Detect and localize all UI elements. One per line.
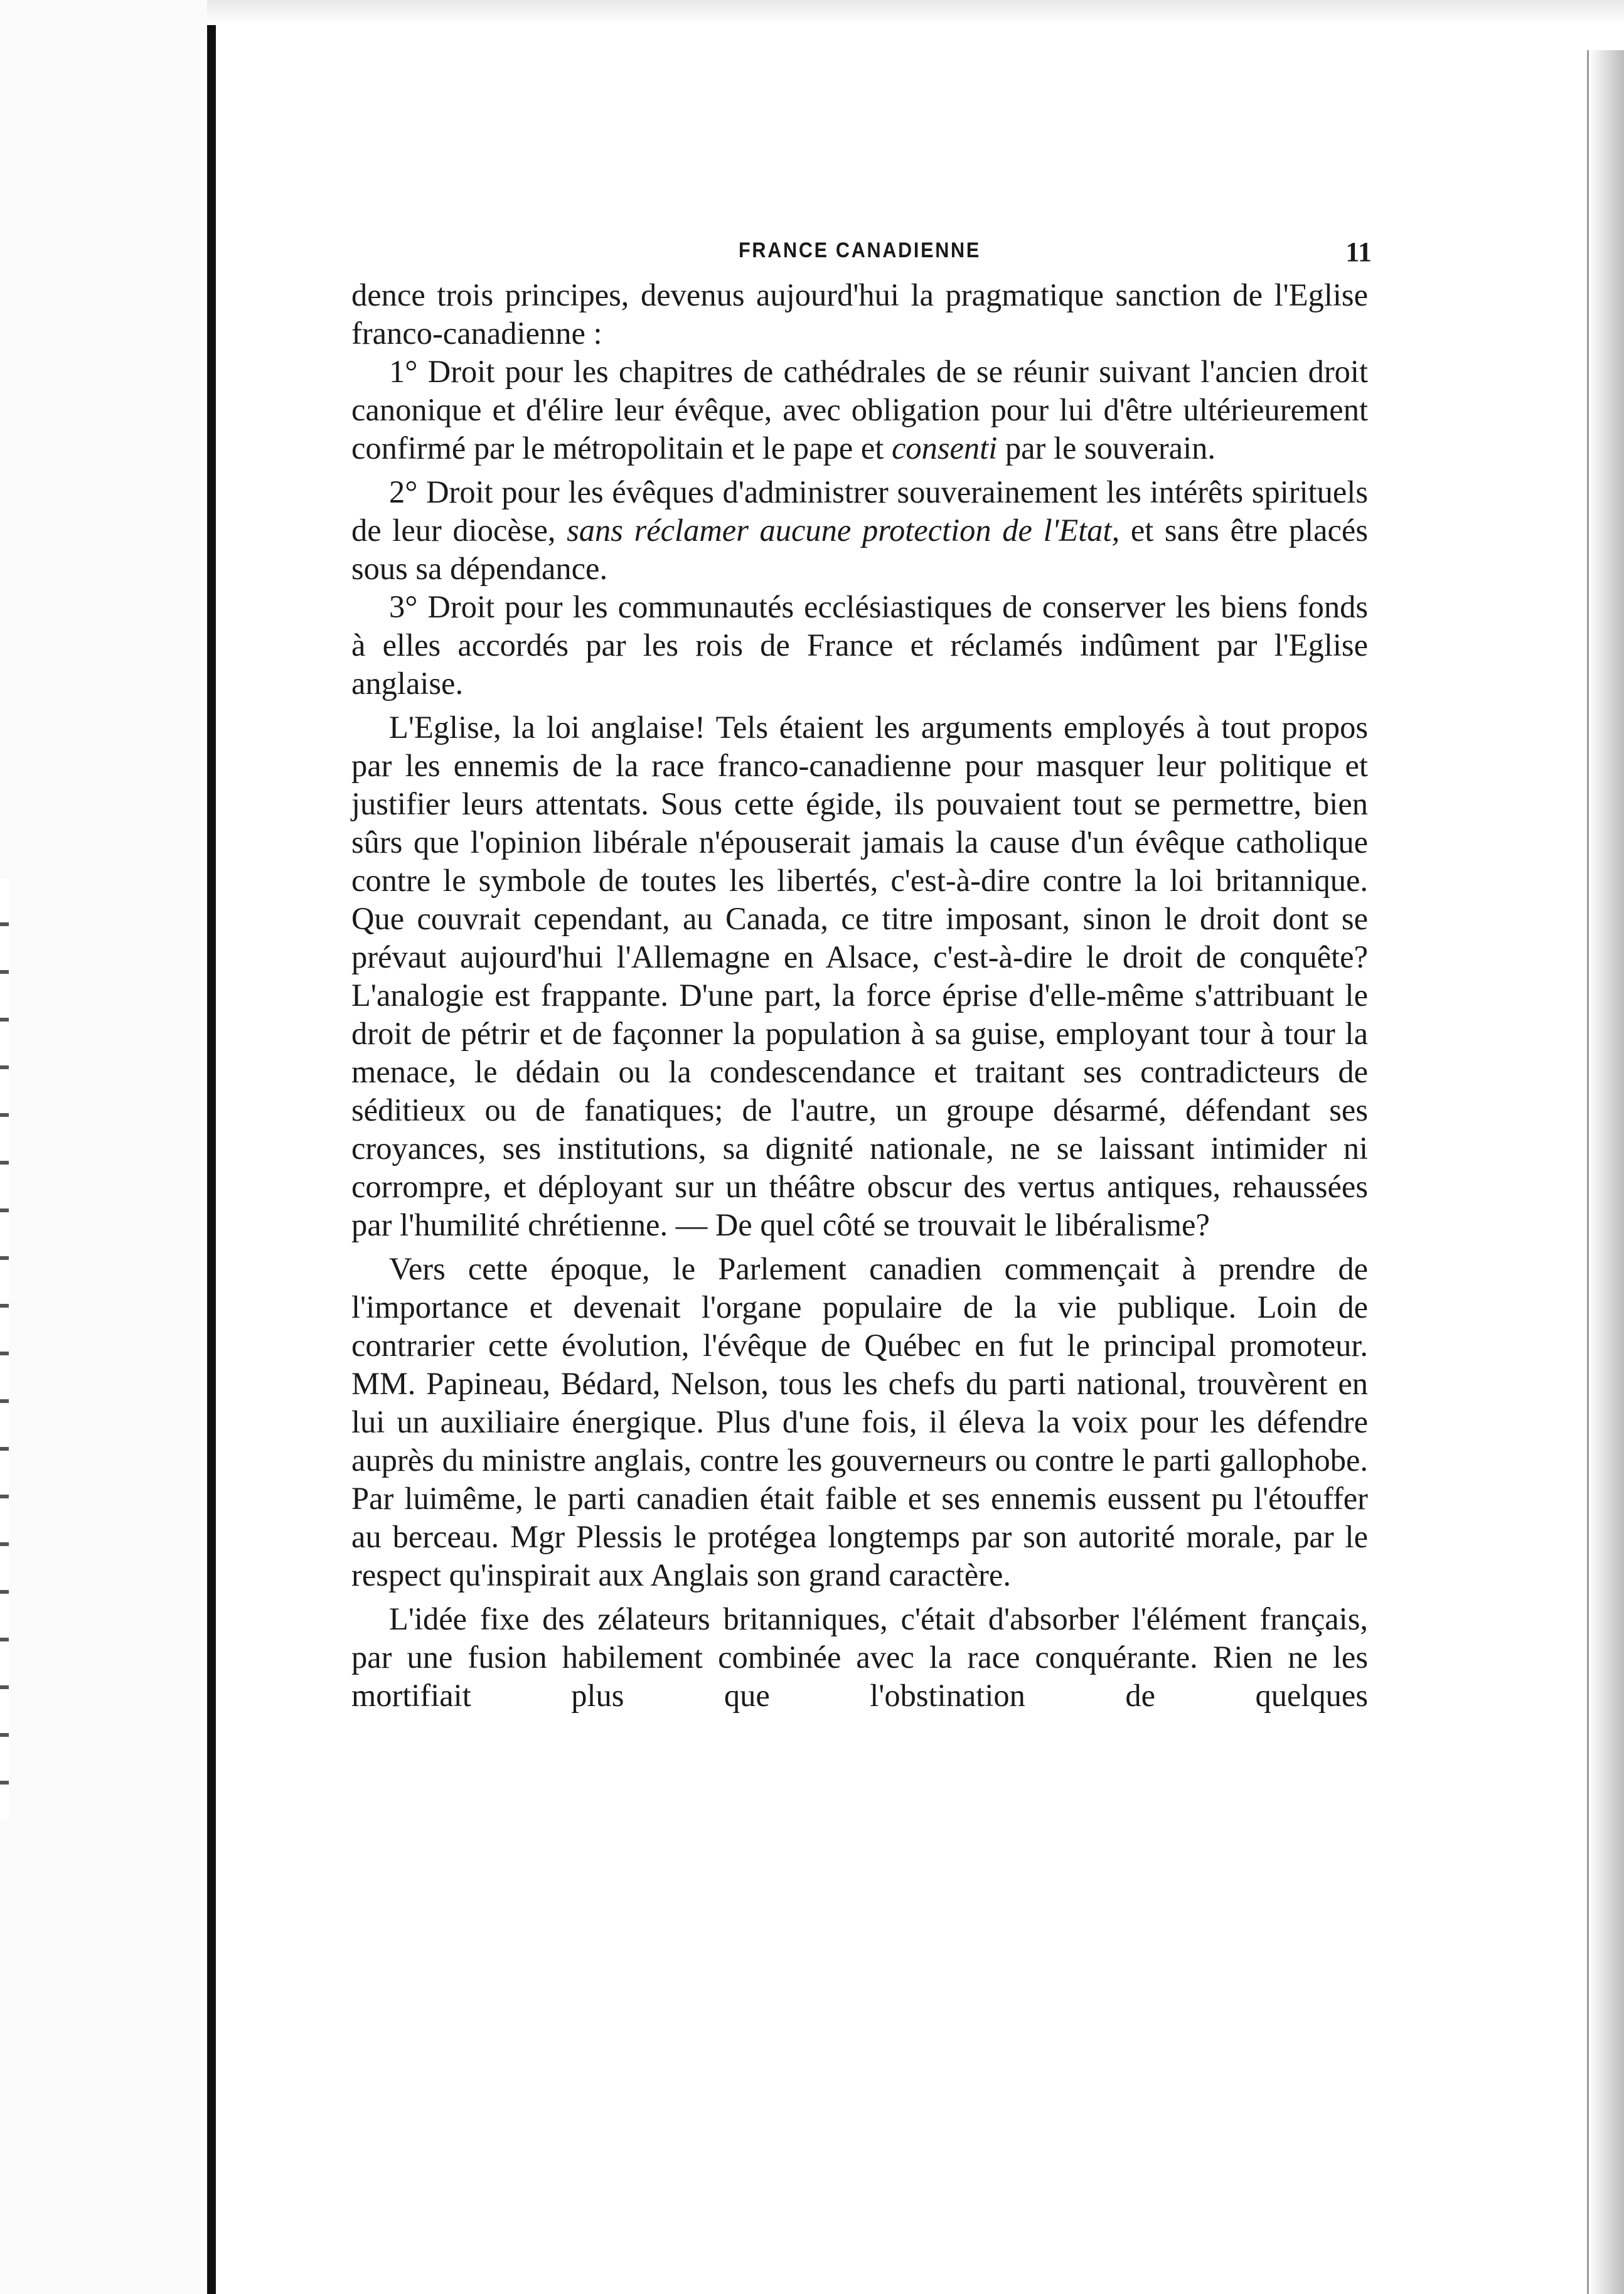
- facing-page-edge-marks: [0, 878, 9, 1820]
- book-gutter: [207, 19, 216, 2294]
- paragraph-6: Vers cette époque, le Parlement canadien commençait à prendre de l'importance et devenait l'organe populaire de la vie publique. Loin de contrarier cette évolution, l'évêque de Québec en fut le principal promoteur. MM. Papineau, Bédard, Nelson, tous les chefs du parti national, trouvèrent en lui un auxiliaire énergique. Plus d'une fois, il éleva la voix pour les défendre auprès du ministre anglais, contre les gouverneurs ou contre le parti gallophobe. Par luimême, le parti canadien était faible et ses ennemis eussent pu l'étouffer au berceau. Mgr Plessis le protégea longtemps par son autorité morale, par le respect qu'inspirait aux Anglais son grand caractère.: [351, 1251, 1368, 1592]
- paragraph-4: 3° Droit pour les communautés ecclésiastiques de conserver les biens fonds à elles accordés par les rois de France et réclamés indûment par l'Eglise anglaise.: [351, 589, 1368, 701]
- paragraph-2: [351, 353, 1368, 467]
- paragraph-5: L'Eglise, la loi anglaise! Tels étaient les arguments employés à tout propos par les ennemis de la race franco-canadienne pour masquer leur politique et justifier leurs attentats. Sous cette égide, ils pouvaient tout se permettre, bien sûrs que l'opinion libérale n'épouserait jamais la cause d'un évêque catholique contre le symbole de toutes les libertés, c'est-à-dire contre la loi britannique. Que couvrait cependant, au Canada, ce titre imposant, sinon le droit dont se prévaut aujourd'hui l'Allemagne en Alsace, c'est-à-dire le droit de conquête? L'analogie est frappante. D'une part, la force éprise d'elle-même s'attribuant le droit de pétrir et de façonner la population à sa guise, employant tour à tour la menace, le dédain ou la condescendance et traitant ses contradicteurs de séditieux ou de fanatiques; de l'autre, un groupe désarmé, défendant ses croyances, ses institutions, sa dignité nationale, ne se laissant intimider ni corrompre, et déployant sur un théâtre obscur des vertus antiques, rehaussées par l'humilité chrétienne. — De quel côté se trouvait le libéralisme?: [351, 710, 1368, 1242]
- paragraph-3-tail: et sans être placés sous sa dépendance.: [351, 513, 1369, 586]
- paragraph-2-tail: par le souverain.: [1005, 430, 1216, 466]
- paragraph-7: L'idée fixe des zélateurs britanniques, c'était d'absorber l'élément français, par une fusion habilement combinée avec la race conquérante. Rien ne les mortifiait plus que l'obstination de quelques: [351, 1601, 1368, 1713]
- paragraph-3-italic: sans réclamer aucune protection de l'Etat,: [567, 513, 1120, 548]
- page-number: 11: [1345, 237, 1372, 267]
- paragraph-3: [351, 473, 1368, 588]
- paragraph-2-italic: consenti: [891, 430, 998, 466]
- page-right-edge: [1589, 50, 1624, 2294]
- paragraph-2-text: 1° Droit pour les chapitres de cathédrales de se réunir suivant l'ancien droit canonique et d'élire leur évêque, avec obligation pour lui d'être ultérieurement confirmé par le métropolitain et le pape et: [351, 354, 1368, 466]
- paragraph-3-text: 2° Droit pour les évêques d'administrer souverainement les intérêts spirituels de leur diocèse,: [351, 474, 1368, 548]
- facing-page: [0, 0, 207, 2294]
- page-top-edge: [207, 0, 1624, 25]
- paragraph-1: dence trois principes, devenus aujourd'hui la pragmatique sanction de l'Eglise franco-canadienne :: [351, 277, 1368, 351]
- running-head: [351, 237, 1372, 276]
- running-head-title: FRANCE CANADIENNE: [739, 238, 981, 262]
- book-page: [351, 237, 1372, 1715]
